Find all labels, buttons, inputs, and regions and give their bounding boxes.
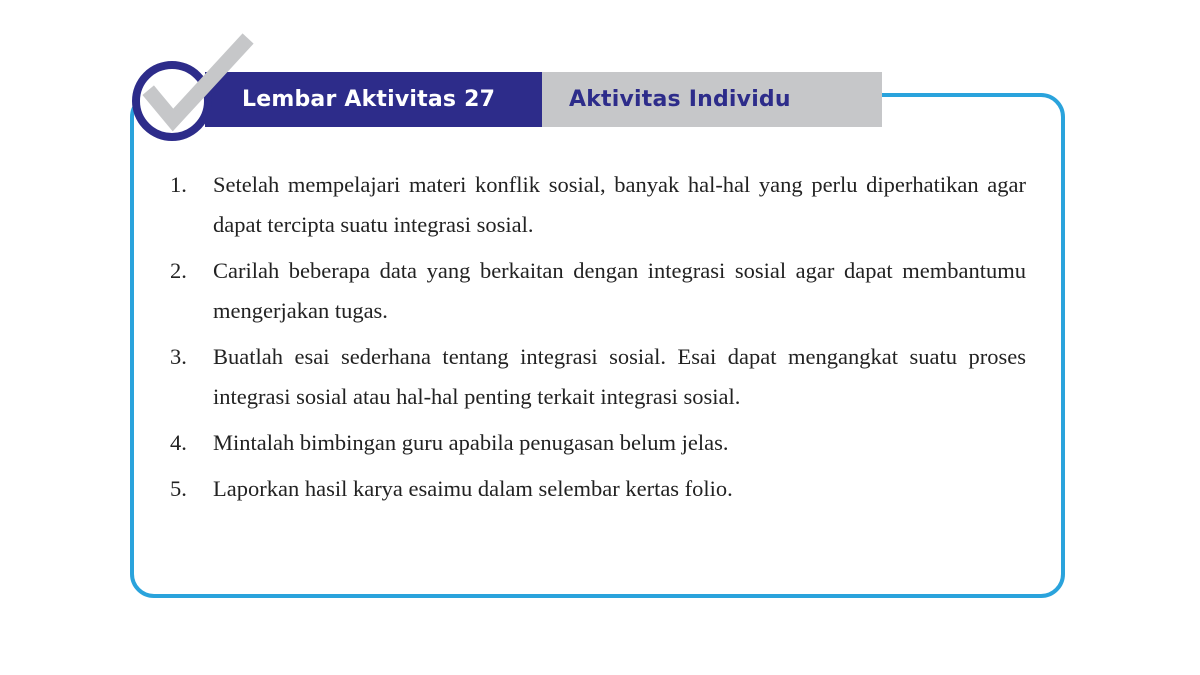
task-number: 1.: [170, 172, 187, 197]
task-item: [170, 337, 1026, 417]
activity-subtitle: Aktivitas Individu: [569, 87, 791, 112]
task-number: 2.: [170, 258, 187, 283]
task-text: Mintalah bimbingan guru apabila penugasan belum jelas.: [213, 430, 729, 455]
task-item: [170, 469, 1026, 509]
task-list: [170, 165, 1026, 515]
task-text: Buatlah esai sederhana tentang integrasi sosial. Esai dapat mengangkat suatu proses integrasi sosial atau hal-hal penting terkait integrasi sosial.: [213, 344, 1026, 409]
checkmark-circle-icon: [128, 30, 258, 148]
task-text: Laporkan hasil karya esaimu dalam selembar kertas folio.: [213, 476, 733, 501]
task-number: 5.: [170, 476, 187, 501]
task-item: [170, 165, 1026, 245]
task-number: 4.: [170, 430, 187, 455]
task-text: Carilah beberapa data yang berkaitan dengan integrasi sosial agar dapat membantumu mengerjakan tugas.: [213, 258, 1026, 323]
activity-subtitle-tab: [542, 72, 882, 127]
task-item: [170, 423, 1026, 463]
task-number: 3.: [170, 344, 187, 369]
task-text: Setelah mempelajari materi konflik sosial, banyak hal-hal yang perlu diperhatikan agar dapat tercipta suatu integrasi sosial.: [213, 172, 1026, 237]
task-item: [170, 251, 1026, 331]
activity-title: Lembar Aktivitas 27: [242, 87, 496, 112]
